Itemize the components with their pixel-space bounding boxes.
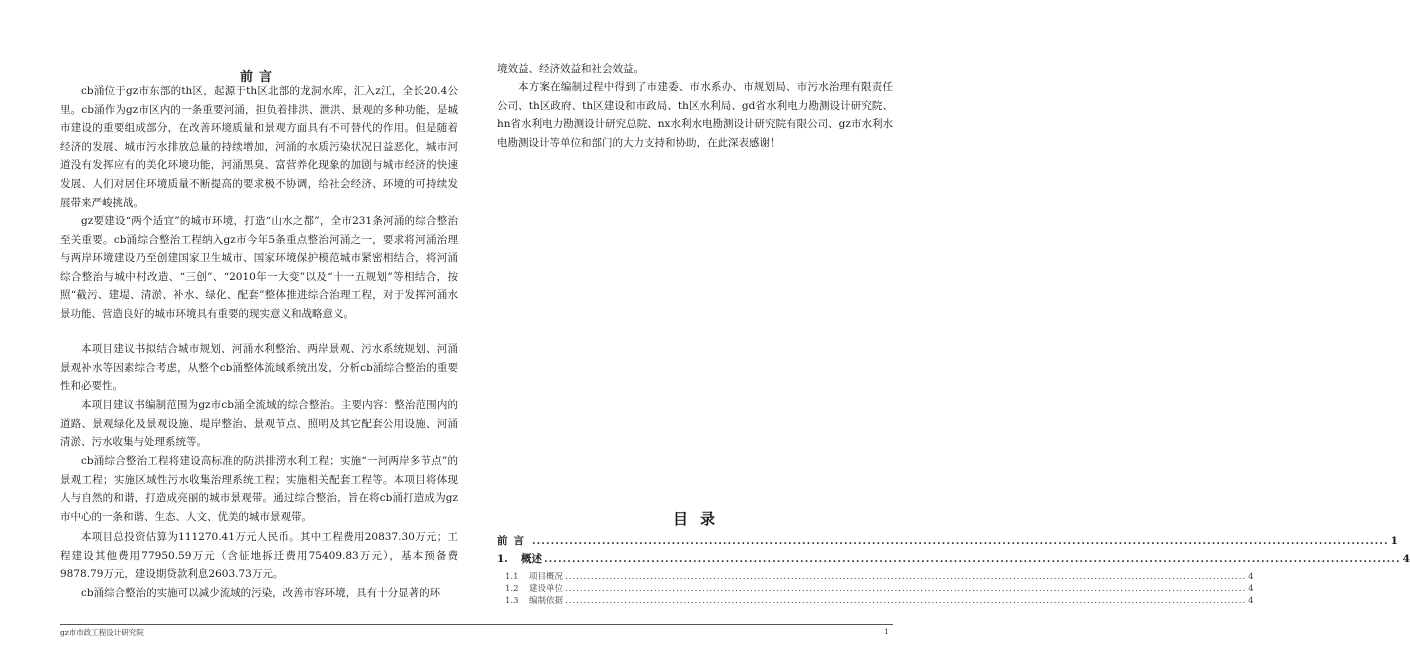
continued-paragraph: 境效益、经济效益和社会效益。 — [497, 63, 644, 75]
toc-leader-dots: ........................................................................................................................................................................................ — [544, 553, 1401, 565]
footer-divider — [60, 624, 893, 625]
toc-entry-label: 前言 — [497, 535, 530, 547]
toc-entry-text: 项目概况 — [529, 572, 564, 582]
preface-paragraph-4: 本项目建议书编制范围为gz市cb涌全流域的综合整治。主要内容：整治范围内的道路、景观绿化及景观设施、堤岸整治、景观节点、照明及其它配套公用设施、河涌清淤、污水收集与处理系统等。 — [60, 399, 458, 449]
footer-page-number: 1 — [884, 627, 889, 636]
toc-leader-dots: ........................................................................................................................................................................................ — [565, 572, 1247, 582]
footer-organization: gz市市政工程设计研究院 — [60, 628, 144, 637]
toc-entry-page: 4 — [1248, 596, 1254, 606]
preface-paragraph-3: 本项目建议书拟结合城市规划、河涌水利整治、两岸景观、污水系统规划、河涌景观补水等因素综合考虑，从整个cb涌整体流域系统出发，分析cb涌综合整治的重要性和必要性。 — [60, 343, 458, 393]
toc-entry-text: 编制依据 — [529, 596, 564, 606]
toc-subentry-basis[interactable] — [505, 594, 1254, 606]
toc-subentry-project-overview[interactable] — [505, 570, 1254, 582]
toc-leader-dots: ........................................................................................................................................................................................ — [565, 596, 1247, 606]
toc-entry-label — [505, 594, 563, 606]
preface-paragraph-7: cb涌综合整治的实施可以减少流域的污染，改善市容环境，具有十分显著的环 — [81, 587, 441, 599]
toc-entry-label — [505, 570, 563, 582]
toc-entry-page: 1 — [1390, 535, 1398, 547]
toc-entry-page: 4 — [1248, 584, 1254, 594]
toc-entry-overview[interactable] — [497, 551, 1410, 566]
toc-entry-text: 建设单位 — [529, 584, 564, 594]
toc-leader-dots: ........................................................................................................................................................................................ — [532, 535, 1389, 547]
toc-entry-label — [497, 551, 542, 566]
toc-entry-number: 1.3 — [505, 596, 519, 606]
toc-entry-label — [505, 582, 563, 594]
toc-entry-number: 1. — [497, 553, 508, 565]
toc-title: 目录 — [673, 510, 728, 528]
preface-title: 前言 — [240, 70, 279, 85]
toc-subentry-builder[interactable] — [505, 582, 1254, 594]
toc-entry-number: 1.2 — [505, 584, 519, 594]
toc-entry-page: 4 — [1402, 553, 1410, 565]
acknowledgement-paragraph: 本方案在编制过程中得到了市建委、市水系办、市规划局、市污水治理有限责任公司、th区政府、th区建设和市政局、th区水利局、gd省水利电力勘测设计研究院、hn省水利电力勘测设计研究总院、nx水利水电勘测设计研究院有限公司、gz市水利水电勘测设计等单位和部门的大力支持和协助，在此深表感谢！ — [497, 81, 893, 149]
preface-paragraph-6: 本项目总投资估算为111270.41万元人民币。其中工程费用20837.30万元；工程建设其他费用77950.59万元（含征地拆迁费用75409.83万元），基本预备费9878.79万元，建设期贷款利息2603.73万元。 — [60, 531, 458, 581]
preface-paragraph-2: gz要建设“两个适宜”的城市环境，打造“山水之都”，全市231条河涌的综合整治至关重要。cb涌综合整治工程纳入gz市今年5条重点整治河涌之一，要求将河涌治理与两岸环境建设乃至创建国家卫生城市、国家环境保护模范城市紧密相结合，将河涌综合整治与城中村改造、“三创”、“2010年一大变”以及“十一五规划”等相结合，按照“截污、建堤、清淤、补水、绿化、配套”整体推进综合治理工程，对于发挥河涌水景功能、营造良好的城市环境具有重要的现实意义和战略意义。 — [60, 215, 458, 320]
toc-entry-number: 1.1 — [505, 572, 519, 582]
preface-paragraph-1: cb涌位于gz市东部的th区，起源于th区北部的龙洞水库，汇入z江，全长20.4公里。cb涌作为gz市区内的一条重要河涌，担负着排洪、泄洪、景观的多种功能，是城市建设的重要组成部分，在改善环境质量和景观方面具有不可替代的作用。但是随着经济的发展、城市污水排放总量的持续增加，河涌的水质污染状况日益恶化，城市河道没有发挥应有的美化环境功能，河涌黑臭、富营养化现象的加剧与城市经济的快速发展、人们对居住环境质量不断提高的要求极不协调，给社会经济、环境的可持续发展带来严峻挑战。 — [60, 85, 458, 209]
toc-leader-dots: ........................................................................................................................................................................................ — [565, 584, 1247, 594]
toc-entry-page: 4 — [1248, 572, 1254, 582]
toc-entry-preface[interactable] — [497, 533, 1398, 548]
toc-entry-text: 概述 — [521, 553, 542, 565]
preface-paragraph-5: cb涌综合整治工程将建设高标准的防洪排涝水利工程；实施“一河两岸多节点”的景观工程；实施区域性污水收集治理系统工程；实施相关配套工程等。本项目将体现人与自然的和谐，打造成亮丽的城市景观带。通过综合整治，旨在将cb涌打造成为gz市中心的一条和谐、生态、人文、优美的城市景观带。 — [60, 455, 458, 523]
